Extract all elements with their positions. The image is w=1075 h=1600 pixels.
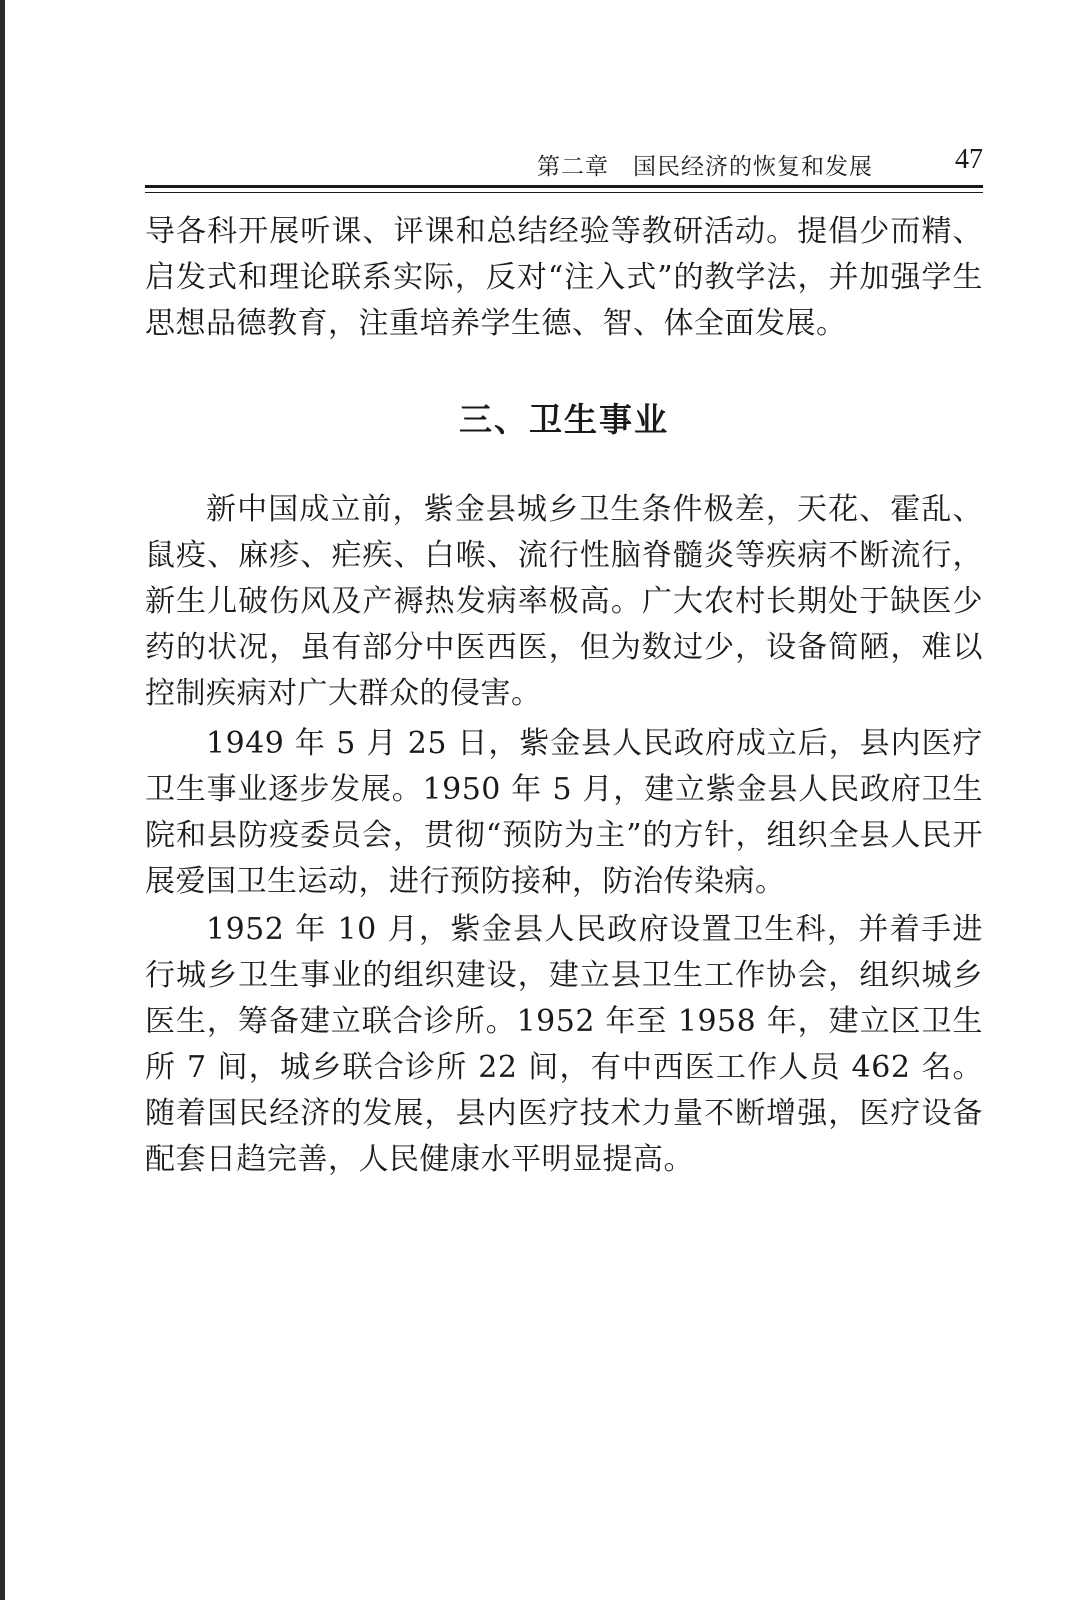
header-rule-thin	[145, 192, 983, 193]
body-paragraph: 1952 年 10 月，紫金县人民政府设置卫生科，并着手进行城乡卫生事业的组织建设，建立县卫生工作协会，组织城乡医生，筹备建立联合诊所。1952 年至 1958 年，建立区卫生所 7 间，城乡联合诊所 22 间，有中西医工作人员 462 名。随着国民经济的发展，县内医疗技术力量不断增强，医疗设备配套日趋完善，人民健康水平明显提高。	[145, 912, 983, 1177]
continued-paragraph: 导各科开展听课、评课和总结经验等教研活动。提倡少而精、启发式和理论联系实际，反对“注入式”的教学法，并加强学生思想品德教育，注重培养学生德、智、体全面发展。	[145, 214, 983, 341]
body-paragraph: 新中国成立前，紫金县城乡卫生条件极差，天花、霍乱、鼠疫、麻疹、疟疾、白喉、流行性脑脊髓炎等疾病不断流行，新生儿破伤风及产褥热发病率极高。广大农村长期处于缺医少药的状况，虽有部分中医西医，但为数过少，设备简陋，难以控制疾病对广大群众的侵害。	[145, 492, 983, 711]
chapter-title: 第二章 国民经济的恢复和发展	[537, 154, 873, 180]
page-edge	[0, 0, 5, 1600]
page-number: 47	[955, 144, 983, 175]
body-paragraph: 1949 年 5 月 25 日，紫金县人民政府成立后，县内医疗卫生事业逐步发展。1950 年 5 月，建立紫金县人民政府卫生院和县防疫委员会，贯彻“预防为主”的方针，组织全县人民开展爱国卫生运动，进行预防接种，防治传染病。	[145, 726, 983, 899]
running-header	[145, 146, 983, 186]
header-rule	[145, 185, 983, 188]
section-heading: 三、卫生事业	[459, 400, 669, 439]
